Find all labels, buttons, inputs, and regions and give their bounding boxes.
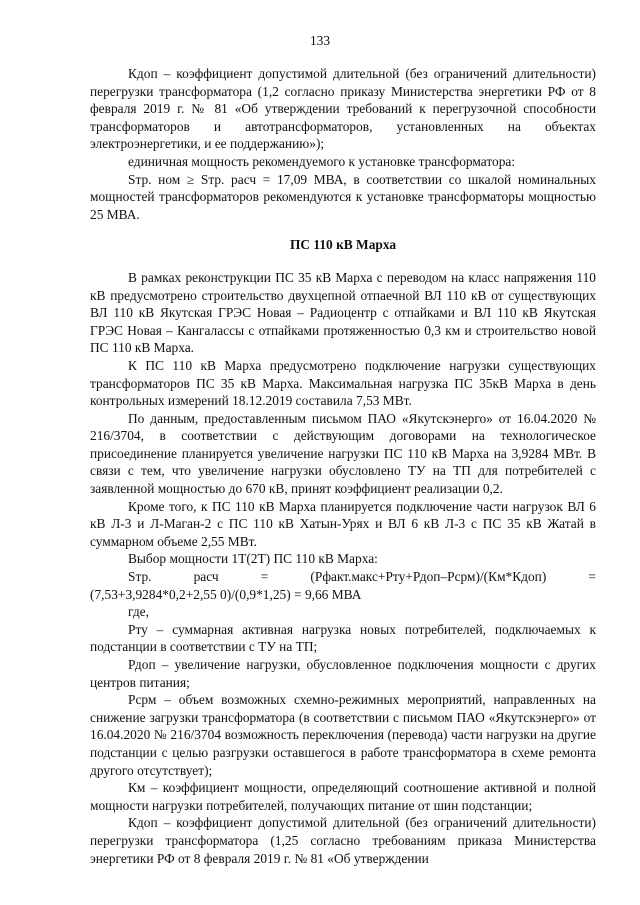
definition-rsrm: Рсрм – объем возможных схемно-режимных мероприятий, направленных на снижение загрузки трансформатора (в соответствии с письмом ПАО «Якутскэнерго» от 16.04.2020 № 216/3704 возможность переключения (перевода) части нагрузки на другие подстанции с целью разгрузки оставшегося в работе трансформатора в схеме ремонта другого отсутствует); [90, 692, 596, 778]
document-body [90, 65, 596, 867]
where-label: где, [128, 604, 149, 620]
formula-line-1 [90, 568, 596, 586]
paragraph-unit-power: единичная мощность рекомендуемого к установке трансформатора: [128, 153, 516, 169]
formula-part: = [260, 569, 269, 585]
paragraph-connection: К ПС 110 кВ Марха предусмотрено подключение нагрузки существующих трансформаторов ПС 35 кВ Марха. Максимальная нагрузка ПС 35кВ Марха в день контрольных измерений 18.12.2019 составила 7,53 МВт. [90, 357, 596, 409]
paragraph-additional-loads: Кроме того, к ПС 110 кВ Марха планируется подключение части нагрузок ВЛ 6 кВ Л-3 и Л-Маган-2 с ПС 110 кВ Хатын-Урях и ВЛ 6 кВ Л-3 с ПС 35 кВ Жатай в суммарном объеме 2,55 МВт. [90, 498, 596, 549]
paragraph-kdop-top: Кдоп – коэффициент допустимой длительной (без ограничений длительности) перегрузки трансформатора (1,2 согласно приказу Министерства энергетики РФ от 8 февраля 2019 г. № 81 «Об утверждении требований к перегрузочной способности трансформаторов и автотрансформаторов, установленных на объектах электроэнергетики, и ее поддержанию»); [90, 66, 596, 152]
formula-part: Sтр. [128, 569, 152, 585]
section-heading: ПС 110 кВ Марха [289, 237, 397, 253]
formula-part: (Рфакт.макс+Рту+Рдоп–Рсрм)/(Км*Кдоп) [310, 569, 547, 585]
formula-line-2: (7,53+3,9284*0,2+2,55 0)/(0,9*1,25) = 9,66 МВА [90, 586, 362, 602]
definition-kdop: Кдоп – коэффициент допустимой длительной (без ограничений длительности) перегрузки трансформатора (1,25 согласно требованиям приказа Министерства энергетики РФ от 8 февраля 2019 г. № 81 «Об утверждении [90, 815, 596, 866]
formula-part: = [588, 569, 596, 585]
paragraph-reconstruction: В рамках реконструкции ПС 35 кВ Марха с переводом на класс напряжения 110 кВ предусмотрено строительство двухцепной отпаечной ВЛ 110 кВ от существующих ВЛ 110 кВ Якутская ГРЭС Новая – Радиоцентр с отпайками и ВЛ 110 кВ Якутская ГРЭС Новая – Кангалассы с отпайками протяженностью 0,3 км и строительство новой ПС 110 кВ Марха. [90, 269, 596, 356]
definition-km: Км – коэффициент мощности, определяющий соотношение активной и полной мощности нагрузки потребителей, получающих питание от шин подстанции; [90, 780, 596, 813]
paragraph-str-nom: Sтр. ном ≥ Sтр. расч = 17,09 МВА, в соответствии со шкалой номинальных мощностей трансформаторов рекомендуются к установке трансформаторы мощностью 25 МВА. [90, 171, 596, 222]
definition-rtu: Рту – суммарная активная нагрузка новых потребителей, подключаемых к подстанции в соответствии с ТУ на ТП; [90, 621, 596, 655]
paragraph-power-choice: Выбор мощности 1Т(2Т) ПС 110 кВ Марха: [128, 551, 378, 567]
formula-part: расч [193, 569, 219, 585]
definition-rdop: Рдоп – увеличение нагрузки, обусловленное подключения мощности с других центров питания; [90, 657, 596, 690]
page-number: 133 [309, 33, 331, 48]
paragraph-yakutskenergo-letter: По данным, предоставленным письмом ПАО «Якутскэнерго» от 16.04.2020 № 216/3704, в соответствии с действующим договорами на технологическое присоединение планируется увеличение нагрузки ПС 110 кВ Марха на 3,9284 МВт. В связи с тем, что увеличение нагрузки обусловлено ТУ на ТП для потребителей с заявленной мощностью до 670 кВ, принят коэффициент реализации 0,2. [90, 410, 596, 497]
